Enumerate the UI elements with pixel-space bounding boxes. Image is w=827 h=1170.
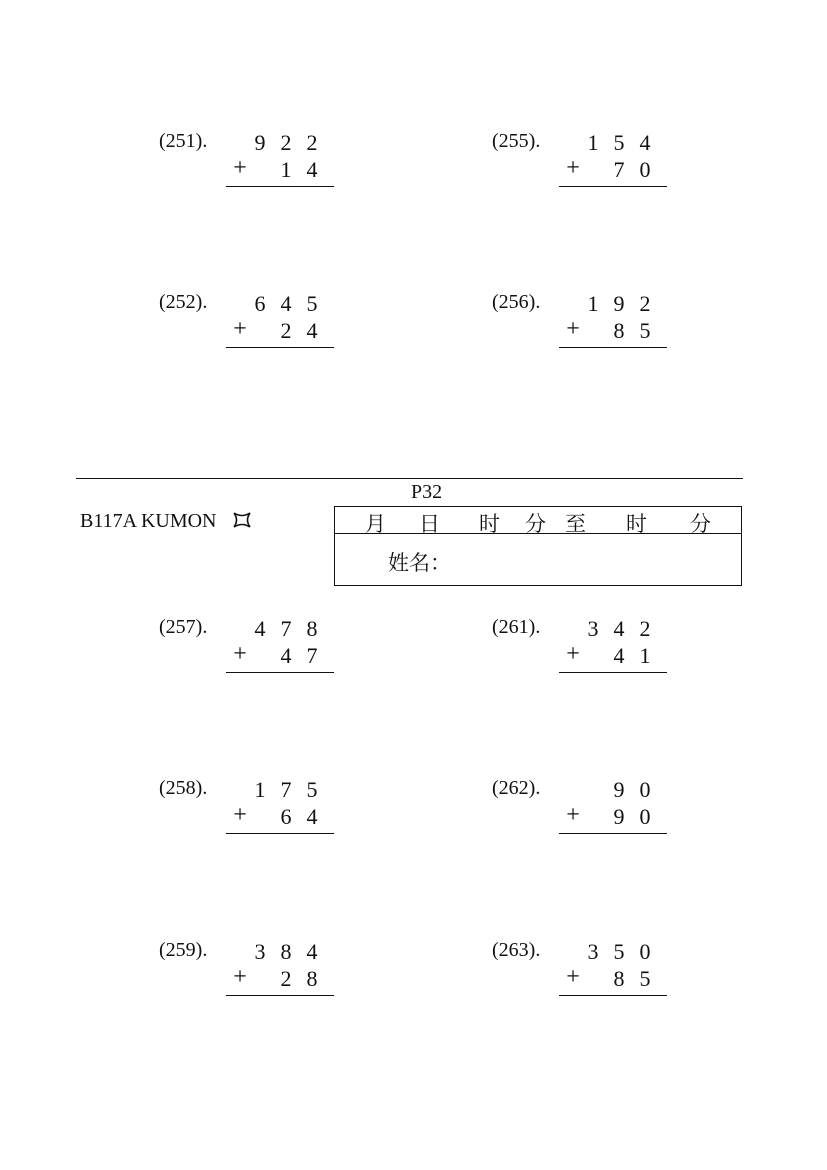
digit: 5 bbox=[639, 966, 651, 991]
digit: 5 bbox=[639, 318, 651, 343]
digit: 1 bbox=[254, 777, 266, 802]
answer-line bbox=[559, 672, 667, 673]
digit: 5 bbox=[306, 291, 318, 316]
date-time-box bbox=[334, 506, 742, 586]
problem-257 bbox=[159, 616, 339, 676]
digit: 1 bbox=[587, 130, 599, 155]
answer-line bbox=[559, 995, 667, 996]
plus-sign: + bbox=[566, 802, 580, 828]
problem-label: (262). bbox=[492, 777, 541, 799]
problem-label: (259). bbox=[159, 939, 208, 961]
page-divider bbox=[76, 478, 743, 479]
problem-259 bbox=[159, 939, 339, 999]
digit: 1 bbox=[280, 157, 292, 182]
digit: 4 bbox=[306, 939, 318, 964]
name-field-label: 姓名： bbox=[388, 551, 451, 575]
problem-261 bbox=[492, 616, 672, 676]
answer-line bbox=[559, 347, 667, 348]
plus-sign: + bbox=[566, 641, 580, 667]
digit: 7 bbox=[280, 616, 292, 641]
digit: 2 bbox=[280, 318, 292, 343]
problem-label: (252). bbox=[159, 291, 208, 313]
plus-sign: + bbox=[566, 155, 580, 181]
problem-263 bbox=[492, 939, 672, 999]
problem-252 bbox=[159, 291, 339, 351]
end-hour-label: 时 bbox=[626, 512, 647, 536]
digit: 0 bbox=[639, 804, 651, 829]
digit: 1 bbox=[639, 643, 651, 668]
digit: 9 bbox=[613, 291, 625, 316]
problem-251 bbox=[159, 130, 339, 190]
digit: 4 bbox=[639, 130, 651, 155]
digit: 7 bbox=[306, 643, 318, 668]
digit: 4 bbox=[280, 291, 292, 316]
problem-label: (256). bbox=[492, 291, 541, 313]
digit: 6 bbox=[254, 291, 266, 316]
digit: 2 bbox=[639, 291, 651, 316]
answer-line bbox=[559, 186, 667, 187]
digit: 2 bbox=[280, 130, 292, 155]
digit: 8 bbox=[613, 318, 625, 343]
digit: 5 bbox=[613, 939, 625, 964]
digit: 3 bbox=[587, 616, 599, 641]
digit: 3 bbox=[587, 939, 599, 964]
start-hour-label: 时 bbox=[479, 512, 500, 536]
plus-sign: + bbox=[233, 316, 247, 342]
day-label: 日 bbox=[419, 512, 440, 536]
digit: 9 bbox=[254, 130, 266, 155]
digit: 0 bbox=[639, 777, 651, 802]
digit: 0 bbox=[639, 939, 651, 964]
plus-sign: + bbox=[566, 316, 580, 342]
digit: 9 bbox=[613, 777, 625, 802]
problem-262 bbox=[492, 777, 672, 837]
problem-label: (255). bbox=[492, 130, 541, 152]
digit: 5 bbox=[306, 777, 318, 802]
digit: 2 bbox=[639, 616, 651, 641]
digit: 1 bbox=[587, 291, 599, 316]
digit: 0 bbox=[639, 157, 651, 182]
digit: 8 bbox=[613, 966, 625, 991]
problem-label: (258). bbox=[159, 777, 208, 799]
answer-line bbox=[226, 672, 334, 673]
digit: 3 bbox=[254, 939, 266, 964]
answer-line bbox=[226, 995, 334, 996]
clover-logo-icon bbox=[231, 509, 253, 531]
digit: 7 bbox=[280, 777, 292, 802]
page-number: P32 bbox=[411, 481, 443, 503]
answer-line bbox=[559, 833, 667, 834]
start-minute-label: 分 bbox=[525, 512, 546, 536]
digit: 4 bbox=[306, 318, 318, 343]
problem-256 bbox=[492, 291, 672, 351]
answer-line bbox=[226, 186, 334, 187]
box-divider bbox=[335, 533, 741, 534]
plus-sign: + bbox=[233, 964, 247, 990]
digit: 4 bbox=[306, 157, 318, 182]
problem-label: (263). bbox=[492, 939, 541, 961]
digit: 8 bbox=[280, 939, 292, 964]
digit: 4 bbox=[306, 804, 318, 829]
to-label: 至 bbox=[565, 512, 586, 536]
problem-255 bbox=[492, 130, 672, 190]
end-minute-label: 分 bbox=[690, 512, 711, 536]
problem-label: (257). bbox=[159, 616, 208, 638]
plus-sign: + bbox=[233, 802, 247, 828]
problem-label: (251). bbox=[159, 130, 208, 152]
digit: 2 bbox=[306, 130, 318, 155]
digit: 6 bbox=[280, 804, 292, 829]
answer-line bbox=[226, 833, 334, 834]
digit: 9 bbox=[613, 804, 625, 829]
plus-sign: + bbox=[233, 641, 247, 667]
worksheet-code: B117A KUMON bbox=[80, 510, 217, 532]
digit: 4 bbox=[613, 616, 625, 641]
plus-sign: + bbox=[566, 964, 580, 990]
problem-258 bbox=[159, 777, 339, 837]
month-label: 月 bbox=[365, 512, 386, 536]
digit: 5 bbox=[613, 130, 625, 155]
plus-sign: + bbox=[233, 155, 247, 181]
digit: 7 bbox=[613, 157, 625, 182]
digit: 4 bbox=[613, 643, 625, 668]
digit: 4 bbox=[280, 643, 292, 668]
digit: 4 bbox=[254, 616, 266, 641]
answer-line bbox=[226, 347, 334, 348]
digit: 2 bbox=[280, 966, 292, 991]
digit: 8 bbox=[306, 966, 318, 991]
problem-label: (261). bbox=[492, 616, 541, 638]
digit: 8 bbox=[306, 616, 318, 641]
